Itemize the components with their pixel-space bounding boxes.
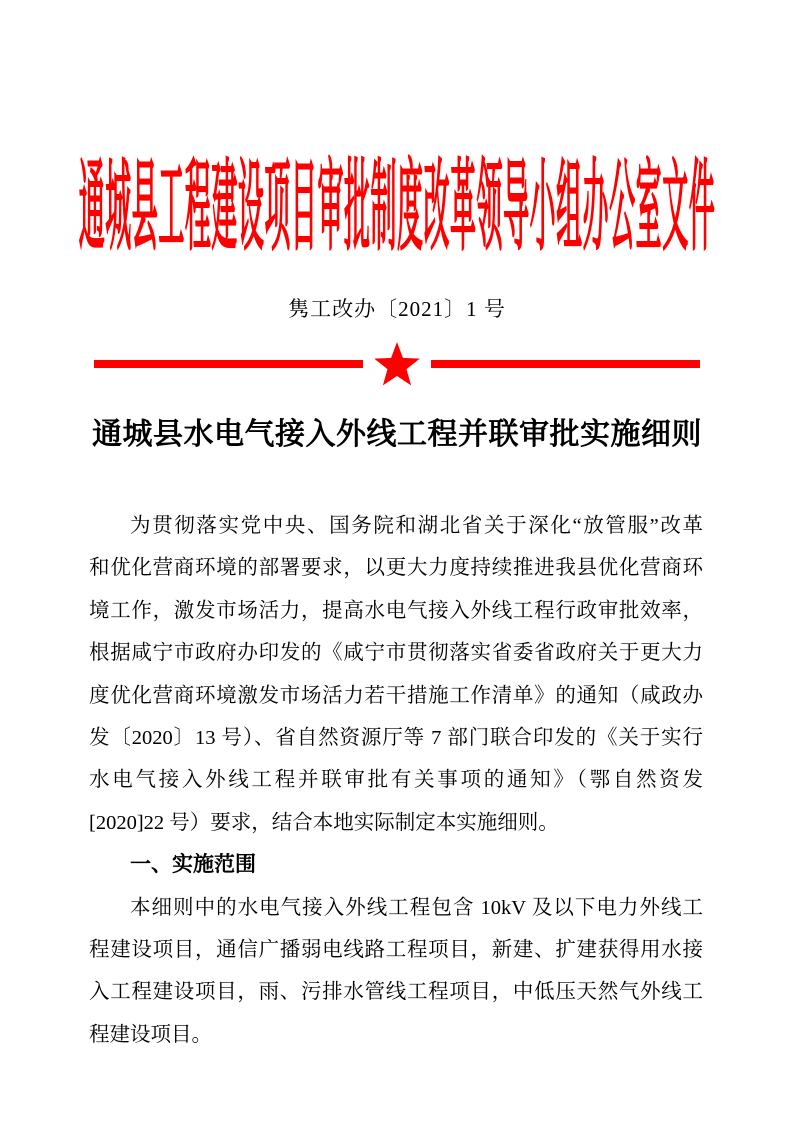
body-line: 度优化营商环境激发市场活力若干措施工作清单》的通知（咸政办 [89,684,703,707]
body-line: 和优化营商环境的部署要求，以更大力度持续推进我县优化营商环 [89,557,703,580]
body-line: 发〔2020〕13 号）、省自然资源厅等 7 部门联合印发的《关于实行 [89,726,703,749]
body-line: 入工程建设项目，雨、污排水管线工程项目，中低压天然气外线工 [89,981,703,1004]
doc-number: 隽工改办〔2021〕1 号 [288,297,506,321]
red-star-icon [372,340,422,388]
document-body [89,505,703,1056]
header-banner [0,152,794,262]
body-line: 境工作，激发市场活力，提高水电气接入外线工程行政审批效率， [89,599,703,622]
body-line: 为贯彻落实党中央、国务院和湖北省关于深化“放管服”改革 [130,515,703,537]
body-line: 根据咸宁市政府办印发的《咸宁市贯彻落实省委省政府关于更大力 [89,642,703,665]
divider-rule [94,340,700,388]
divider-line-left [94,360,363,368]
body-line: 水电气接入外线工程并联审批有关事项的通知》（鄂自然资发 [89,769,703,792]
body-line: [2020]22 号）要求，结合本地实际制定本实施细则。 [89,811,559,834]
header-banner-text: 通城县工程建设项目审批制度改革领导小组办公室文件 [78,151,716,263]
body-line: 本细则中的水电气接入外线工程包含 10kV 及以下电力外线工 [130,896,703,919]
body-line: 程建设项目，通信广播弱电线路工程项目，新建、扩建获得用水接 [89,938,703,961]
document-title: 通城县水电气接入外线工程并联审批实施细则 [92,418,702,451]
body-line: 程建设项目。 [89,1023,212,1046]
divider-line-right [431,360,700,368]
section-heading: 一、实施范围 [130,853,256,877]
